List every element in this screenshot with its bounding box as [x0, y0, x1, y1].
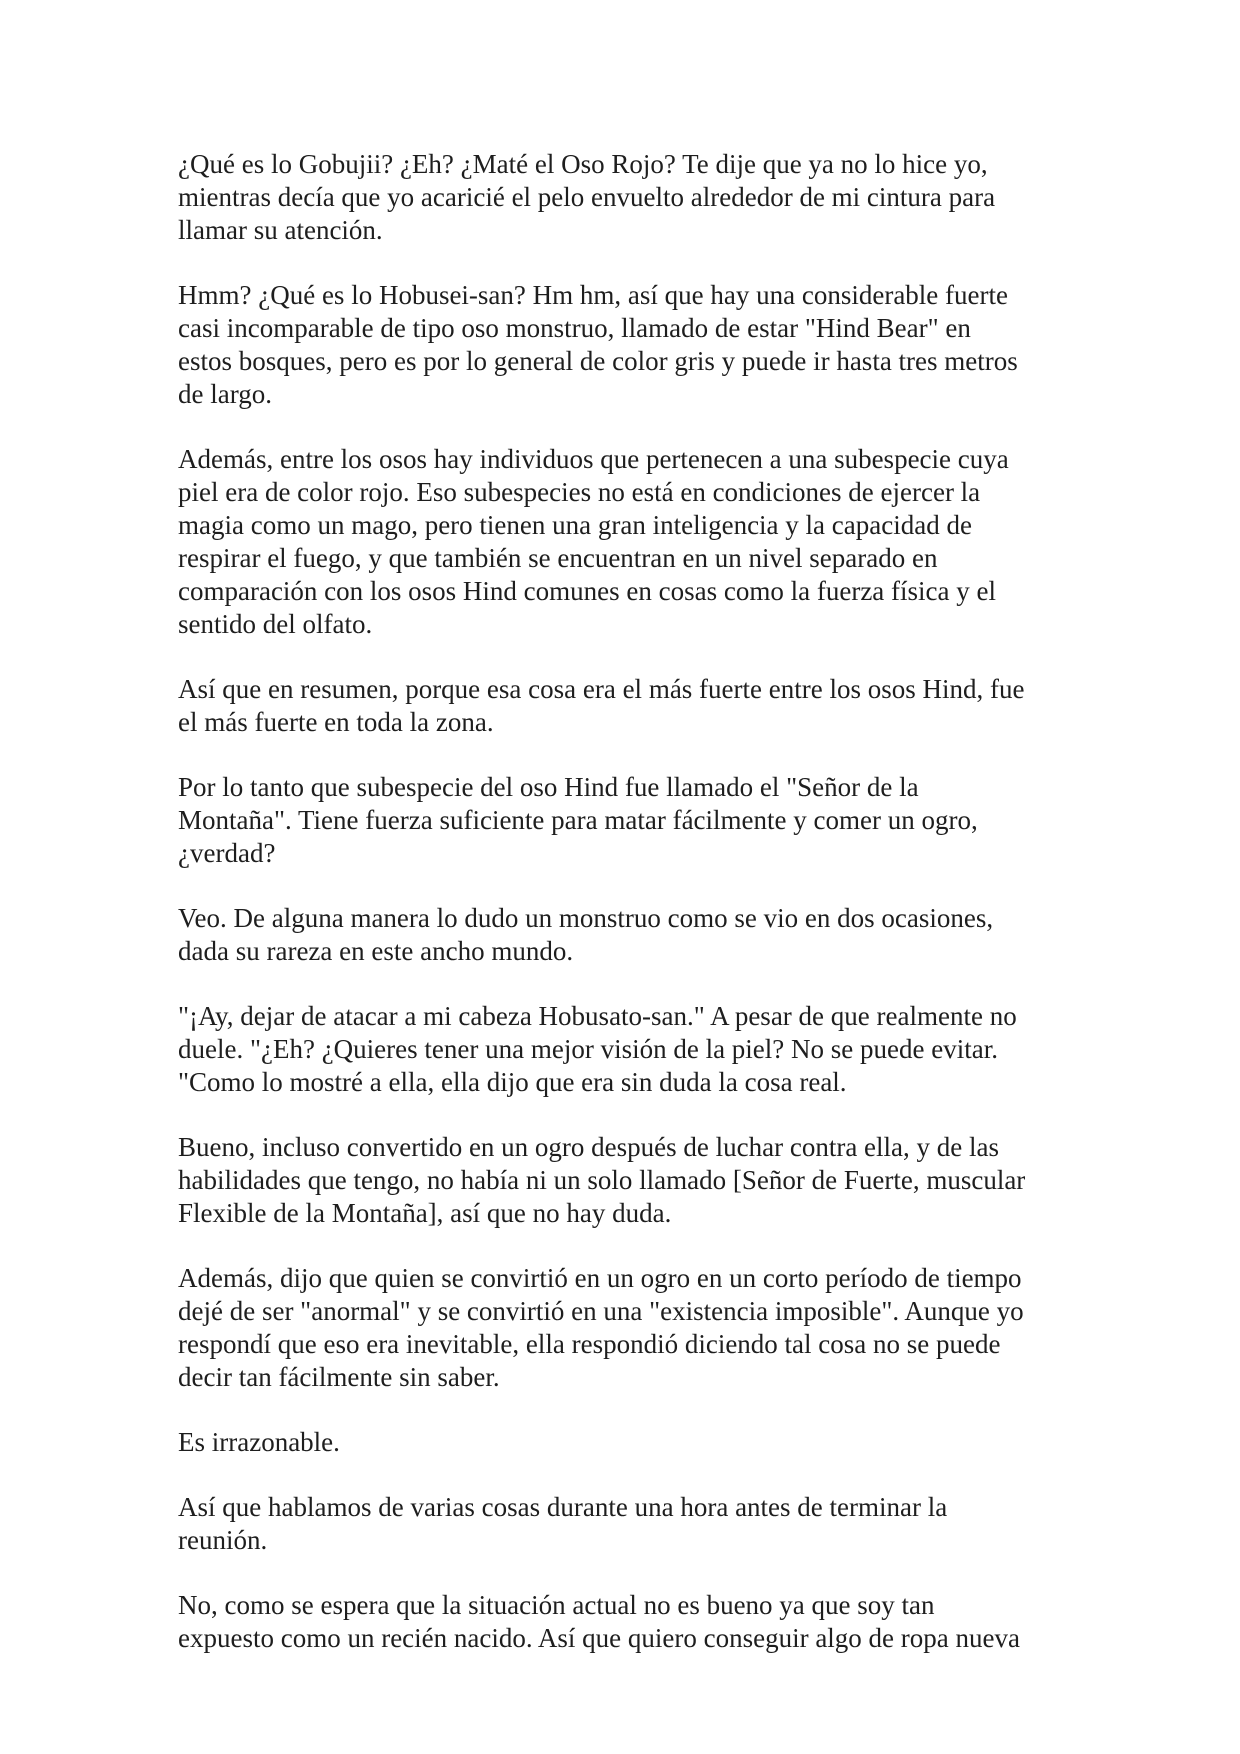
paragraph: "¡Ay, dejar de atacar a mi cabeza Hobusato-san." A pesar de que realmente no duele. "¿Eh? ¿Quieres tener una mejor visión de la piel? No se puede evitar. "Como lo mostré a ella, ella dijo que era sin duda la cosa real.: [178, 1001, 1017, 1097]
paragraph: Por lo tanto que subespecie del oso Hind fue llamado el "Señor de la Montaña". Tiene fuerza suficiente para matar fácilmente y comer un ogro, ¿verdad?: [178, 772, 978, 868]
paragraph: No, como se espera que la situación actual no es bueno ya que soy tan expuesto como un recién nacido. Así que quiero conseguir algo de ropa nueva: [178, 1590, 1020, 1653]
paragraph: Veo. De alguna manera lo dudo un monstruo como se vio en dos ocasiones, dada su rareza en este ancho mundo.: [178, 903, 994, 966]
paragraph: Así que hablamos de varias cosas durante una hora antes de terminar la reunión.: [178, 1492, 948, 1555]
paragraph: Además, entre los osos hay individuos que pertenecen a una subespecie cuya piel era de color rojo. Eso subespecies no está en condiciones de ejercer la magia como un mago, pero tienen una gran inteligencia y la capacidad de respirar el fuego, y que también se encuentran en un nivel separado en comparación con los osos Hind comunes en cosas como la fuerza física y el sentido del olfato.: [178, 444, 1009, 639]
paragraph: Hmm? ¿Qué es lo Hobusei-san? Hm hm, así que hay una considerable fuerte casi incomparable de tipo oso monstruo, llamado de estar "Hind Bear" en estos bosques, pero es por lo general de color gris y puede ir hasta tres metros de largo.: [178, 280, 1018, 409]
body-text: [178, 148, 1078, 1655]
paragraph: ¿Qué es lo Gobujii? ¿Eh? ¿Maté el Oso Rojo? Te dije que ya no lo hice yo, mientras decía que yo acaricié el pelo envuelto alrededor de mi cintura para llamar su atención.: [178, 149, 996, 245]
paragraph: Así que en resumen, porque esa cosa era el más fuerte entre los osos Hind, fue el más fuerte en toda la zona.: [178, 674, 1025, 737]
paragraph: Bueno, incluso convertido en un ogro después de luchar contra ella, y de las habilidades que tengo, no había ni un solo llamado [Señor de Fuerte, muscular Flexible de la Montaña], así que no hay duda.: [178, 1132, 1026, 1228]
paragraph: Además, dijo que quien se convirtió en un ogro en un corto período de tiempo dejé de ser "anormal" y se convirtió en una "existencia imposible". Aunque yo respondí que eso era inevitable, ella respondió diciendo tal cosa no se puede decir tan fácilmente sin saber.: [178, 1263, 1024, 1392]
paragraph: Es irrazonable.: [178, 1427, 340, 1457]
